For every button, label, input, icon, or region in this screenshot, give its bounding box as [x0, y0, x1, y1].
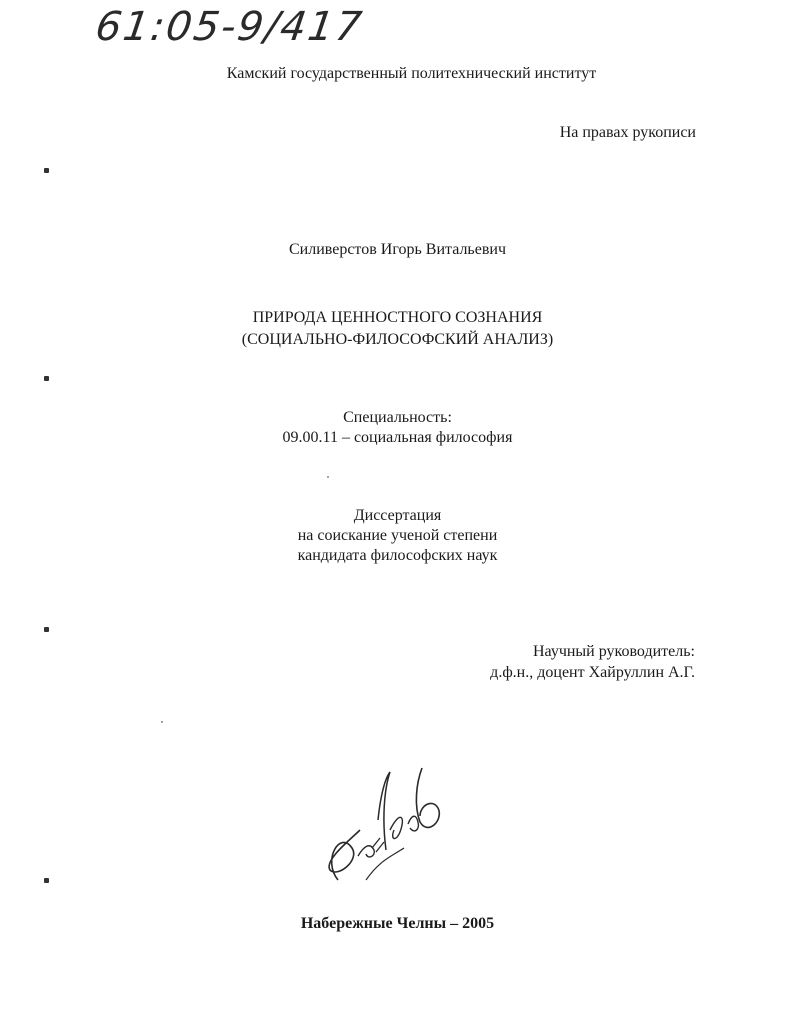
rights-note: На правах рукописи — [559, 124, 696, 141]
advisor-label: Научный руководитель: — [532, 643, 695, 660]
specialty-label: Специальность: — [343, 409, 452, 426]
scan-margin-mark — [44, 627, 49, 632]
dissertation-title-line-1: ПРИРОДА ЦЕННОСТНОГО СОЗНАНИЯ — [252, 309, 543, 326]
scan-margin-mark — [44, 376, 49, 381]
institute-name: Камский государственный политехнический институт — [226, 65, 597, 82]
scan-margin-mark — [44, 878, 49, 883]
archive-code-handwritten: 61:05-9/417 — [92, 4, 367, 50]
city-year: Набережные Челны – 2005 — [300, 915, 495, 932]
advisor-name: д.ф.н., доцент Хайруллин А.Г. — [490, 664, 695, 681]
dissertation-type-line-3: кандидата философских наук — [297, 547, 498, 564]
dissertation-title-line-2: (СОЦИАЛЬНО-ФИЛОСОФСКИЙ АНАЛИЗ) — [241, 331, 554, 348]
dissertation-type-line-2: на соискание ученой степени — [297, 527, 498, 544]
scan-speck — [327, 476, 329, 478]
scan-speck — [161, 721, 163, 723]
author-name: Силиверстов Игорь Витальевич — [288, 241, 506, 258]
scan-margin-mark — [44, 168, 49, 173]
signature-handwritten — [320, 760, 450, 890]
specialty-value: 09.00.11 – социальная философия — [282, 429, 513, 446]
dissertation-type-line-1: Диссертация — [353, 507, 442, 524]
